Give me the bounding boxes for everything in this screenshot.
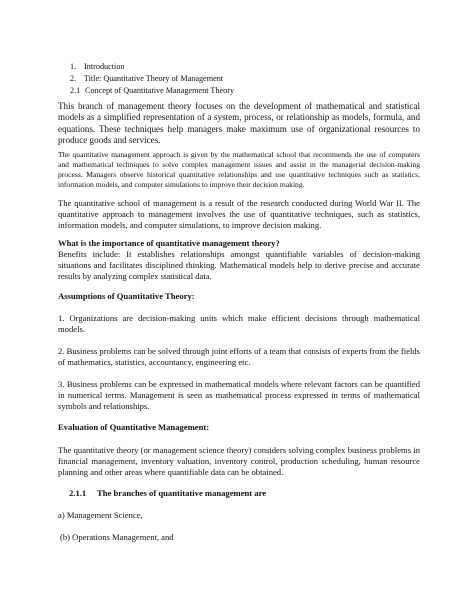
assumptions-heading: Assumptions of Quantitative Theory:	[58, 291, 195, 301]
toc-item-2	[70, 74, 223, 84]
evaluation-paragraph: The quantitative theory (or management science theory) considers solving complex business problems in financial management, inventory valuation, inventory control, production scheduling, human resource planning and other areas where quantifiable data can be obtained.	[58, 445, 420, 477]
toc-number: 2.	[70, 74, 77, 83]
approach-paragraph: The quantitative management approach is given by the mathematical school that recommends the use of computers and mathematical techniques to solve complex management issues and assist in the managerial decision-making process. Managers observe historical quantitative relationships and use quantitative techniques such as statistics, information models, and computer simulations to improve their decision making.	[58, 150, 420, 190]
intro-paragraph: This branch of management theory focuses on the development of mathematical and statistical models as a simplified representation of a system, process, or relationship as models, formula, and equations. These techniques help managers make maximum use of organizational resources to produce goods and services.	[58, 101, 420, 146]
school-paragraph: The quantitative school of management is a result of the research conducted during World War II. The quantitative approach to management involves the use of quantitative techniques, such as statistics, information models, and computer simulations, to improve decision making.	[58, 198, 420, 230]
toc-number: 1.	[70, 62, 77, 71]
branch-item-2: (b) Operations Management, and	[60, 532, 174, 542]
toc-text: Concept of Quantitative Management Theory	[85, 86, 235, 95]
importance-paragraph: Benefits include: It establishes relationships amongst quantifiable variables of decision-making situations and facilitates disciplined thinking. Mathematical models help to derive precise and accurate results by analyzing complex statistical data.	[58, 249, 420, 281]
assumption-item-3: 3. Business problems can be expressed in mathematical models where relevant factors can be quantified in numerical terms. Management is seen as mathematical process expressed in terms of mathematical symbols and relationships.	[58, 379, 420, 411]
branch-item-1: a) Management Science,	[58, 510, 143, 520]
toc-number: 2.1	[70, 86, 81, 95]
assumption-item-2: 2. Business problems can be solved through joint efforts of a team that consists of experts from the fields of mathematics, statistics, accountancy, engineering etc.	[58, 346, 420, 367]
evaluation-heading: Evaluation of Quantitative Management:	[58, 422, 210, 432]
toc-item-3	[70, 86, 234, 96]
branches-heading	[69, 488, 420, 499]
importance-heading: What is the importance of quantitative management theory?	[58, 238, 280, 248]
toc-text: Introduction	[84, 62, 125, 71]
toc-text: Title: Quantitative Theory of Management	[83, 74, 224, 83]
section-title: The branches of quantitative management are	[97, 488, 267, 498]
assumption-item-1: 1. Organizations are decision-making units which make efficient decisions through mathematical models.	[58, 313, 420, 334]
section-number: 2.1.1	[69, 488, 87, 498]
toc-item-1	[70, 62, 125, 72]
